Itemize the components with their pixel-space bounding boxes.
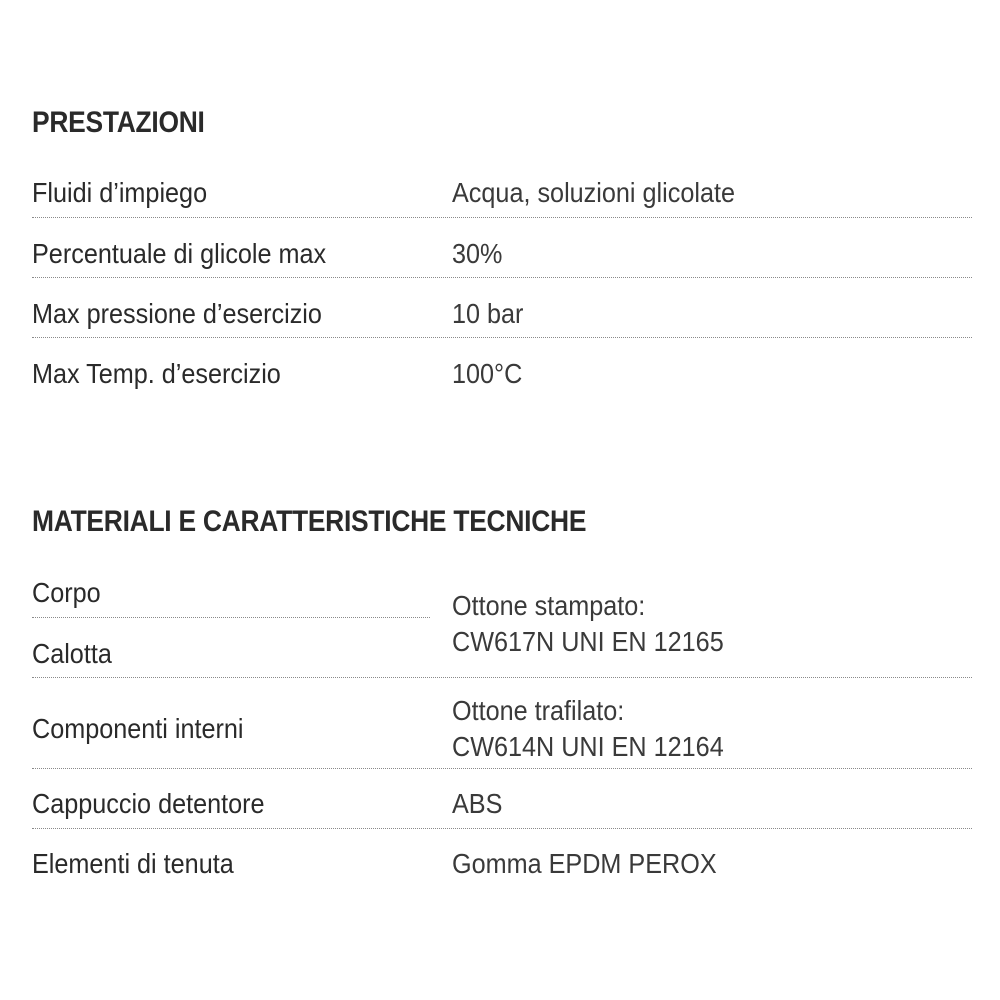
row-divider <box>32 617 430 618</box>
row-divider <box>32 677 972 678</box>
spec-label-calotta: Calotta <box>32 638 112 669</box>
spec-value-fluidi: Acqua, soluzioni glicolate <box>452 177 735 208</box>
spec-label-temperatura: Max Temp. d’esercizio <box>32 358 281 389</box>
spec-value-cappuccio: ABS <box>452 788 503 819</box>
spec-label-glicole: Percentuale di glicole max <box>32 238 327 269</box>
spec-value-line: CW617N UNI EN 12165 <box>452 626 724 657</box>
section-title-materiali: MATERIALI E CARATTERISTICHE TECNICHE <box>32 505 587 538</box>
spec-label-componenti: Componenti interni <box>32 713 244 744</box>
row-divider <box>32 217 972 218</box>
spec-value-componenti <box>452 693 724 765</box>
spec-value-glicole: 30% <box>452 238 503 269</box>
spec-label-fluidi: Fluidi d’impiego <box>32 177 208 208</box>
spec-label-cappuccio: Cappuccio detentore <box>32 788 265 819</box>
spec-label-corpo: Corpo <box>32 577 101 608</box>
row-divider <box>32 768 972 769</box>
row-divider <box>32 337 972 338</box>
row-divider <box>32 277 972 278</box>
spec-value-tenuta: Gomma EPDM PEROX <box>452 848 717 879</box>
spec-label-tenuta: Elementi di tenuta <box>32 848 234 879</box>
spec-value-temperatura: 100°C <box>452 358 523 389</box>
row-divider <box>32 828 972 829</box>
spec-value-line: CW614N UNI EN 12164 <box>452 731 724 762</box>
spec-value-line: Ottone stampato: <box>452 590 646 621</box>
spec-value-pressione: 10 bar <box>452 298 524 329</box>
section-title-prestazioni: PRESTAZIONI <box>32 106 205 139</box>
spec-label-pressione: Max pressione d’esercizio <box>32 298 322 329</box>
spec-value-corpo-calotta <box>452 588 724 660</box>
spec-value-line: Ottone trafilato: <box>452 695 625 726</box>
